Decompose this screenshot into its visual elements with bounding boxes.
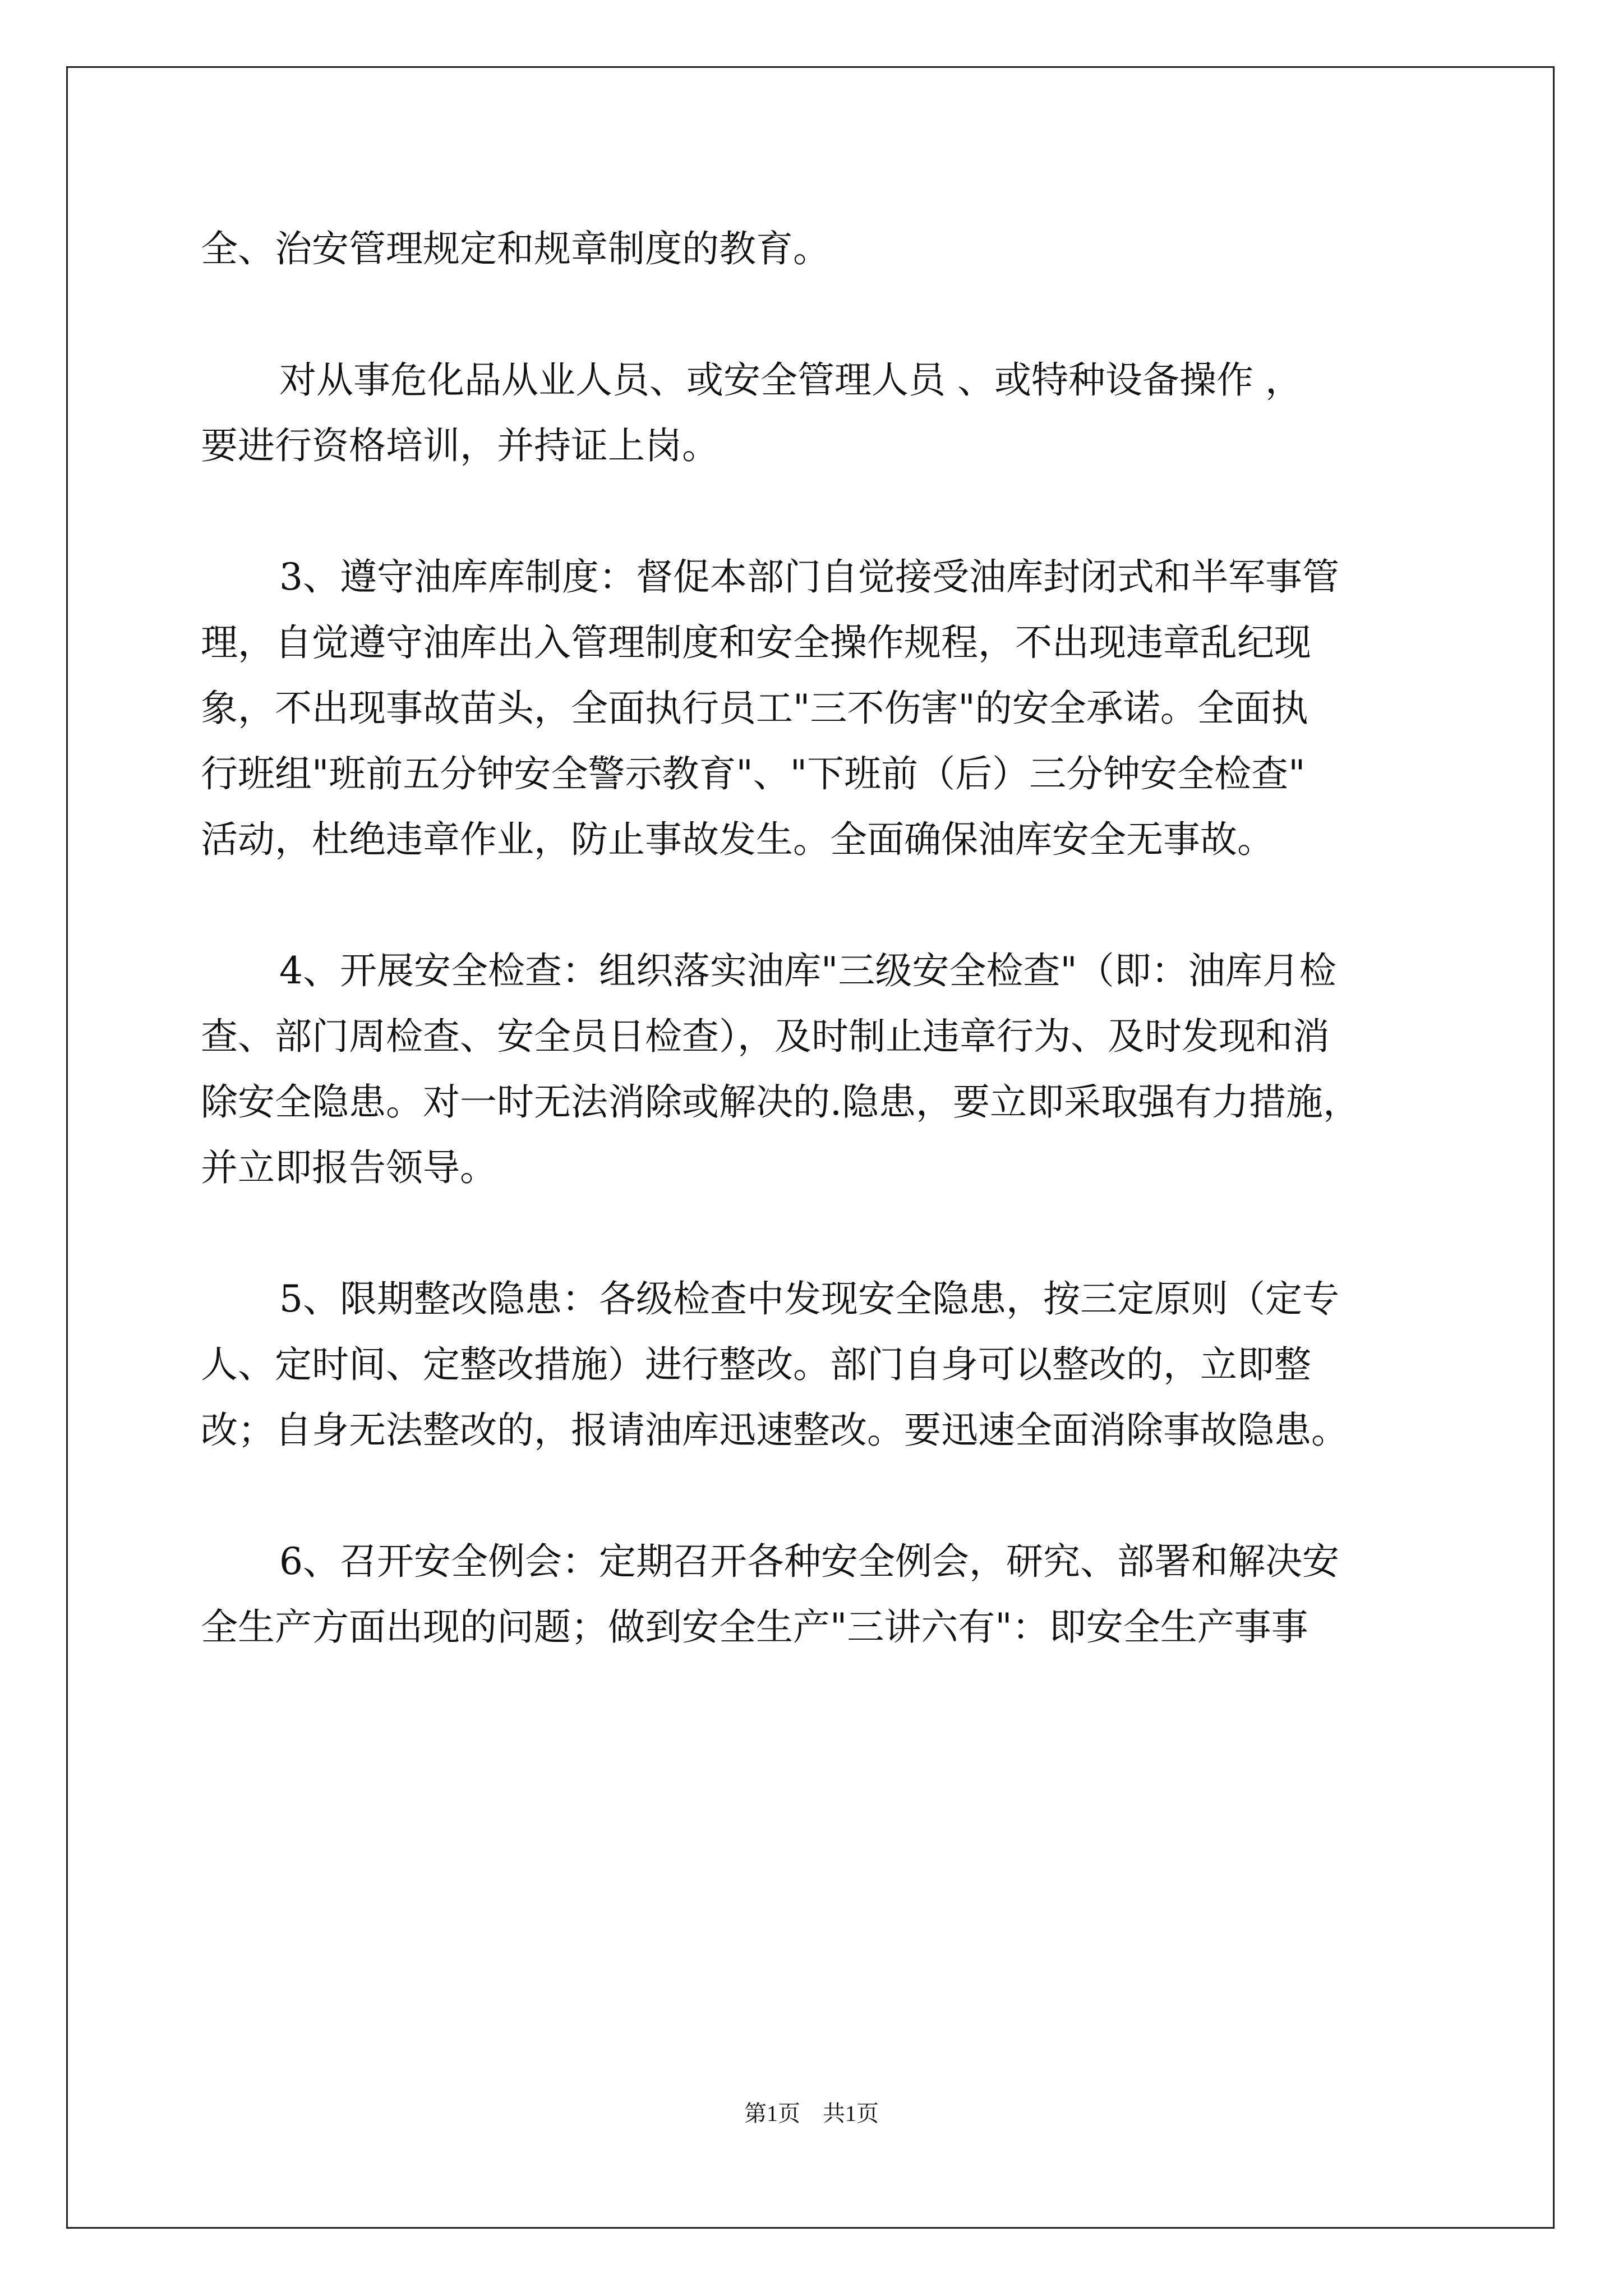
text-line: 查、部门周检查、安全员日检查），及时制止违章行为、及时发现和消 <box>201 1015 1330 1058</box>
text-line: 改；自身无法整改的，报请油库迅速整改。要迅速全面消除事故隐患。 <box>201 1409 1348 1452</box>
text-line: 行班组"班前五分钟安全警示教育"、"下班前（后）三分钟安全检查" <box>201 752 1306 795</box>
text-line: 要进行资格培训，并持证上岗。 <box>201 424 719 467</box>
page-number-footer: 第1页 共1页 <box>744 2101 879 2126</box>
text-line: 并立即报告领导。 <box>201 1146 497 1189</box>
paragraph-gap <box>201 1463 1491 1529</box>
paragraph-gap <box>201 478 1491 544</box>
text-line: 人、定时间、定整改措施）进行整改。部门自身可以整改的，立即整 <box>201 1343 1311 1386</box>
paragraph-gap <box>201 872 1491 938</box>
text-line: 3、遵守油库库制度：督促本部门自觉接受油库封闭式和半军事管 <box>279 555 1339 599</box>
text-line: 5、限期整改隐患：各级检查中发现安全隐患，按三定原则（定专 <box>279 1277 1339 1320</box>
text-line: 全、治安管理规定和规章制度的教育。 <box>201 227 830 270</box>
text-line: 除安全隐患。对一时无法消除或解决的.隐患，要立即采取强有力措施， <box>201 1080 1360 1124</box>
text-line: 对从事危化品从业人员、或安全管理人员 、或特种设备操作 ， <box>279 358 1302 402</box>
text-line: 象，不出现事故苗头，全面执行员工"三不伤害"的安全承诺。全面执 <box>201 687 1308 730</box>
text-line: 全生产方面出现的问题；做到安全生产"三讲六有"：即安全生产事事 <box>201 1605 1308 1649</box>
paragraph-gap <box>201 1200 1491 1266</box>
text-line: 活动，杜绝违章作业，防止事故发生。全面确保油库安全无事故。 <box>201 818 1274 861</box>
text-line: 4、开展安全检查：组织落实油库"三级安全检查"（即：油库月检 <box>279 949 1336 992</box>
text-line: 理，自觉遵守油库出入管理制度和安全操作规程，不出现违章乱纪现 <box>201 621 1311 664</box>
text-line: 6、召开安全例会：定期召开各种安全例会，研究、部署和解决安 <box>279 1540 1339 1583</box>
paragraph-gap <box>201 282 1491 347</box>
document-body <box>201 216 1491 1660</box>
